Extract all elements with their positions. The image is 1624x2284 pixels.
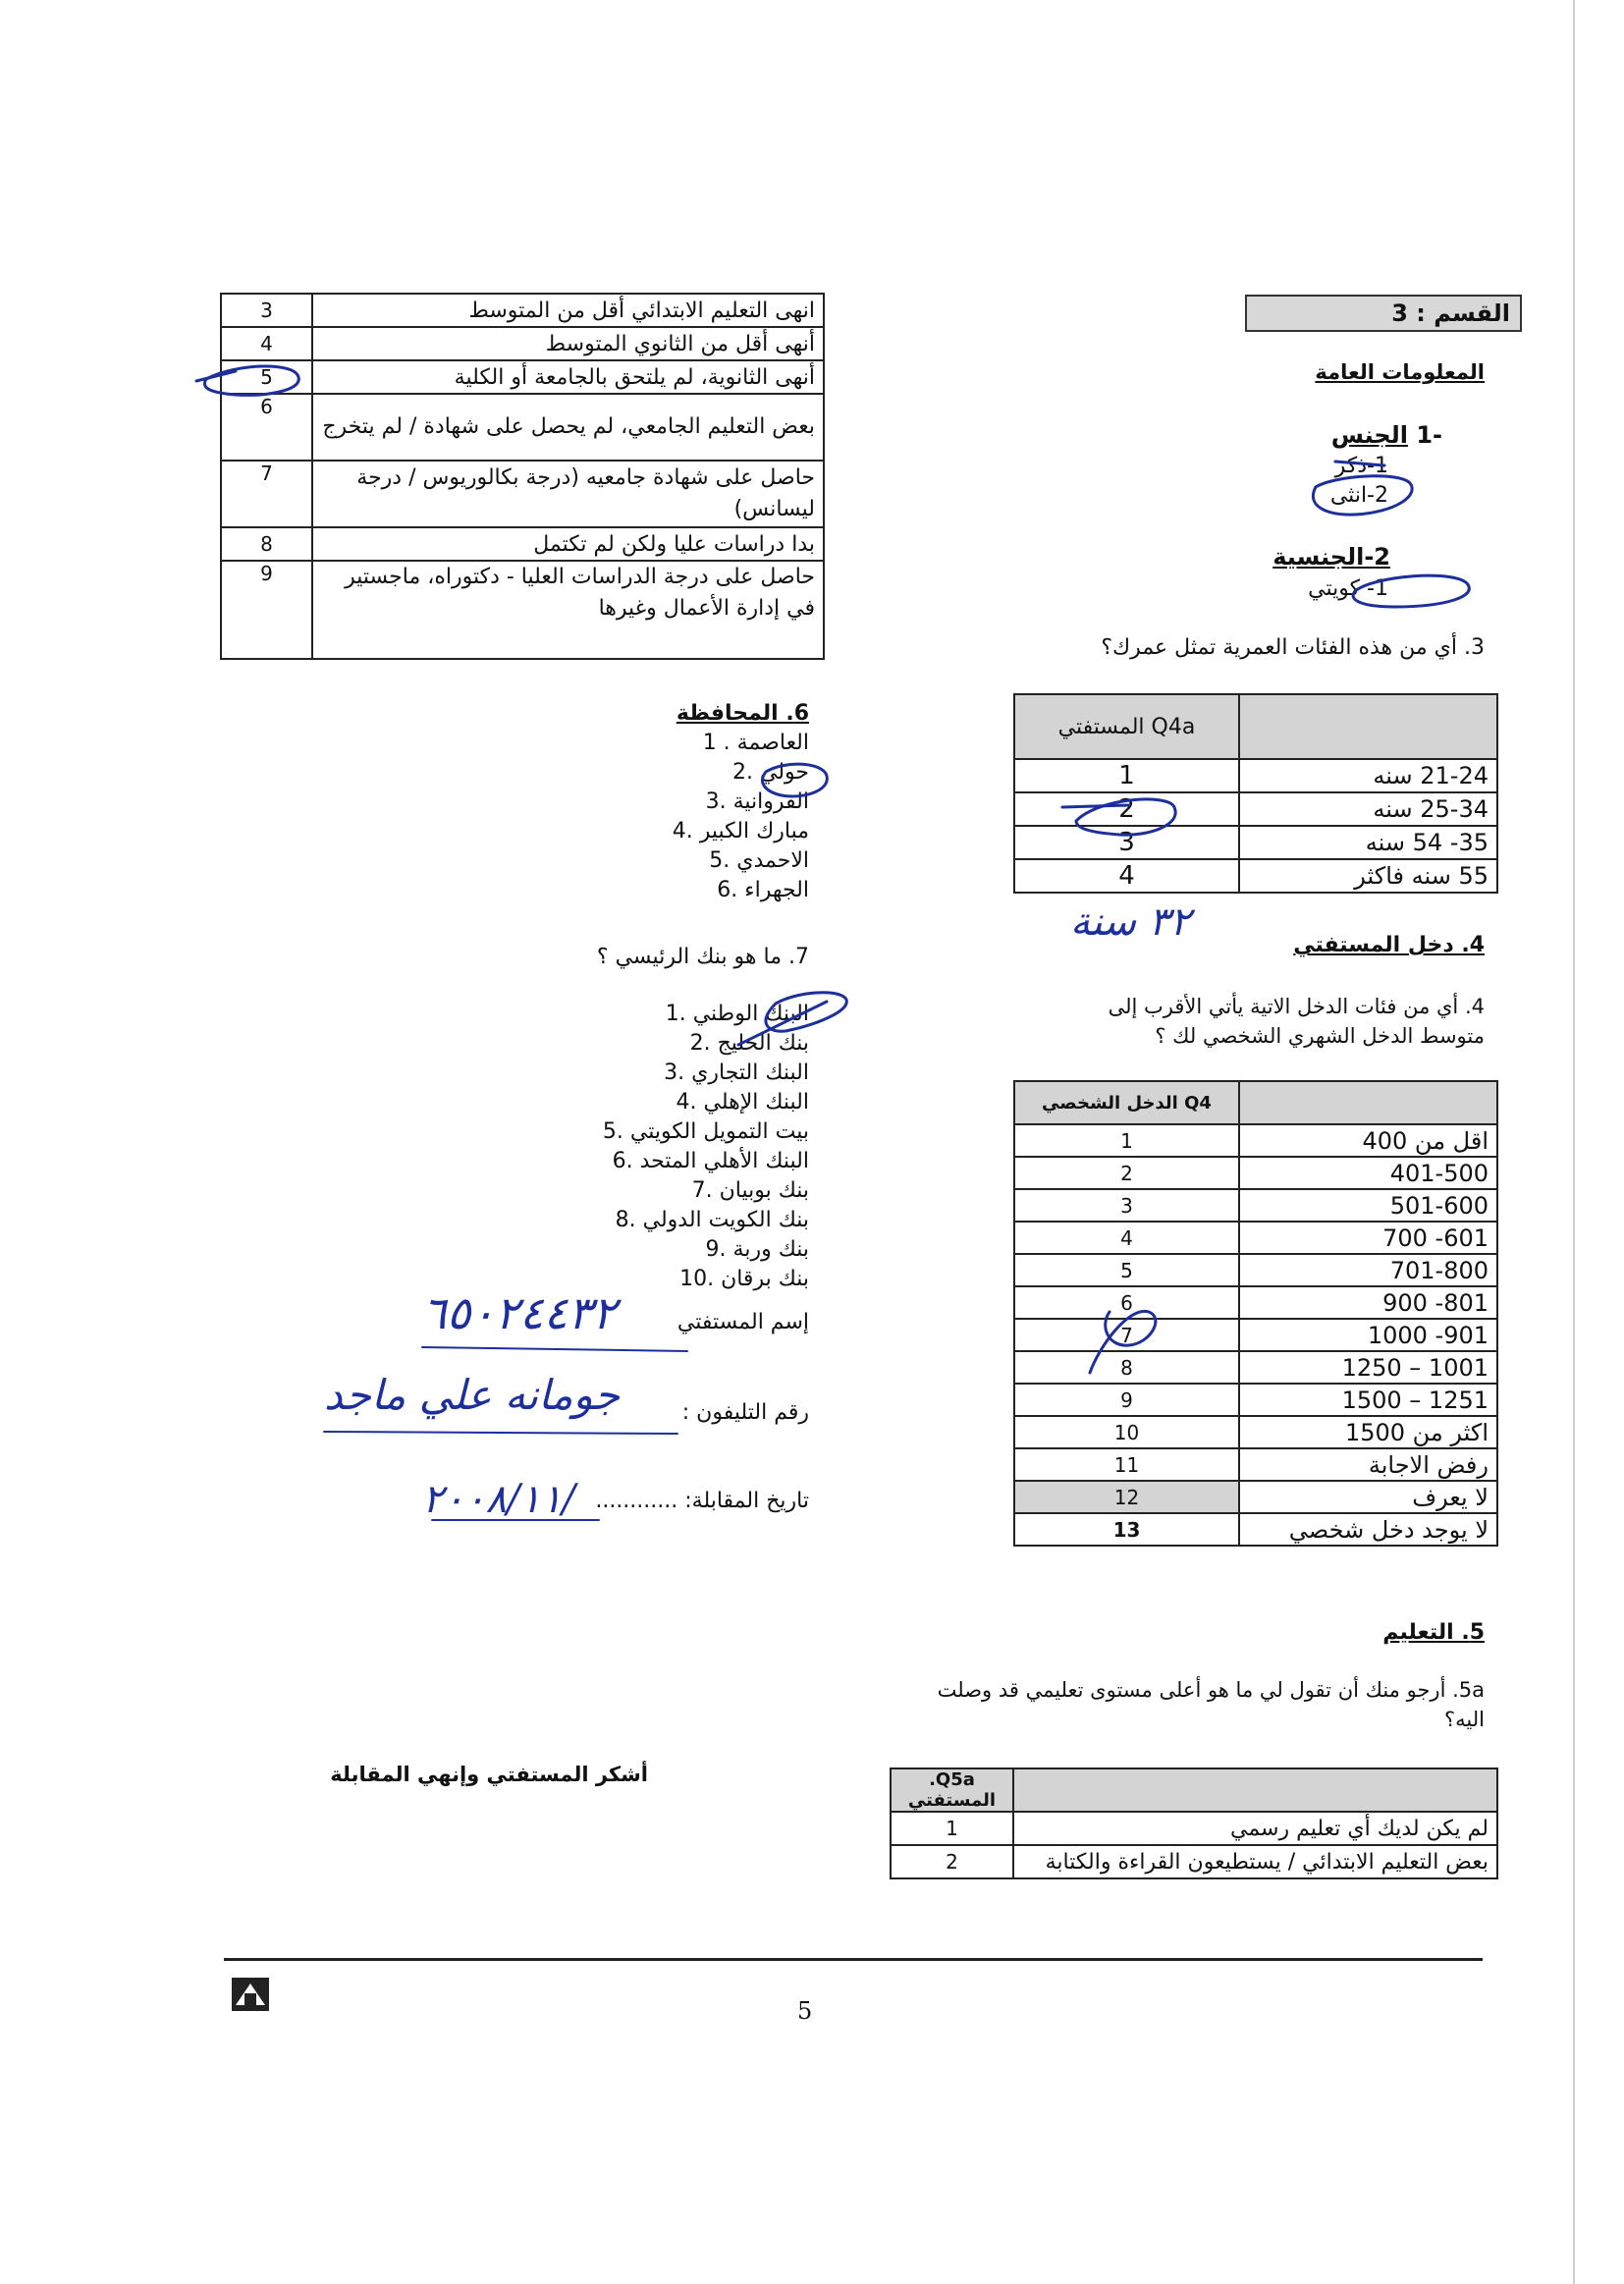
- age-row-label: 25-34 سنه: [1239, 792, 1497, 826]
- edu-row-label: أنهى أقل من الثانوي المتوسط: [312, 327, 824, 360]
- income-row-label: 1251 – 1500: [1239, 1384, 1497, 1416]
- income-row-code: 6: [1014, 1286, 1239, 1319]
- income-row-label: لا يوجد دخل شخصي: [1239, 1513, 1497, 1546]
- q4-text: 4. أي من فئات الدخل الاتية يأتي الأقرب إلى متوسط الدخل الشهري الشخصي لك ؟: [1108, 995, 1485, 1048]
- q1-title: [1331, 420, 1442, 450]
- q2-option-kuwaiti: 1- كويتي: [1308, 576, 1388, 601]
- income-row-code: 7: [1014, 1319, 1239, 1351]
- income-row-code: 12: [1014, 1481, 1239, 1513]
- footer-logo-icon: [232, 1978, 269, 2011]
- edu-row-code: 1: [891, 1812, 1013, 1845]
- q7-option: 9. بنك وربة: [705, 1237, 809, 1262]
- q1-label: الجنس: [1330, 421, 1408, 449]
- closing-text: أشكر المستفتي وإنهي المقابلة: [330, 1763, 648, 1786]
- income-row-label: 801- 900: [1239, 1286, 1497, 1319]
- income-row-code: 2: [1014, 1157, 1239, 1189]
- q6-options: [514, 729, 809, 915]
- edu-row-code: 8: [221, 527, 312, 561]
- interview-date-label: تاريخ المقابلة: ............: [595, 1489, 809, 1513]
- general-info-title: المعلومات العامة: [1315, 360, 1485, 384]
- edu-row-code: 2: [891, 1845, 1013, 1878]
- income-table: [1013, 1080, 1498, 1547]
- income-row-code: 3: [1014, 1189, 1239, 1222]
- income-row-code: 8: [1014, 1351, 1239, 1384]
- age-row-label: 21-24 سنه: [1239, 759, 1497, 792]
- q7-option: 4. البنك الإهلي: [676, 1090, 809, 1115]
- q1-option-female: 2-انثى: [1329, 483, 1388, 508]
- q7-option: 2. بنك الخليج: [689, 1031, 809, 1056]
- edu-row-code: 5: [221, 360, 312, 394]
- income-row-label: لا يعرف: [1239, 1481, 1497, 1513]
- q7-option: 10. بنك برقان: [679, 1267, 809, 1291]
- q1-num: -1: [1416, 421, 1442, 449]
- page-number: 5: [797, 1997, 813, 2025]
- q4-title: 4. دخل المستفتي: [1293, 933, 1485, 957]
- age-table-header: Q4a المستفتي: [1014, 694, 1239, 759]
- income-row-label: 501-600: [1239, 1189, 1497, 1222]
- edu-row-label: بدا دراسات عليا ولكن لم تكتمل: [312, 527, 824, 561]
- edu-row-code: 6: [221, 394, 312, 461]
- q7-options: [456, 1000, 809, 1304]
- phone-handwritten: جومانه علي ماجد: [324, 1371, 621, 1419]
- scan-edge-line: [1573, 0, 1575, 2284]
- edu-row-label: حاصل على شهادة جامعيه (درجة بكالوريوس / درجة ليسانس): [312, 461, 824, 527]
- q6-option: 3. الفروانية: [705, 789, 809, 814]
- edu-row-code: 7: [221, 461, 312, 527]
- income-row-label: 1001 – 1250: [1239, 1351, 1497, 1384]
- q7-option: 8. بنك الكويت الدولي: [615, 1208, 809, 1232]
- income-row-label: 701-800: [1239, 1254, 1497, 1286]
- age-row-label: 35- 54 سنه: [1239, 826, 1497, 859]
- q6-option: 4. مبارك الكبير: [672, 819, 809, 843]
- q7-option: 5. بيت التمويل الكويتي: [602, 1119, 809, 1144]
- phone-label: رقم التليفون :: [681, 1400, 809, 1425]
- q6-option: 5. الاحمدي: [709, 848, 809, 873]
- edu-row-label: لم يكن لديك أي تعليم رسمي: [1013, 1812, 1497, 1845]
- income-row-code: 9: [1014, 1384, 1239, 1416]
- income-row-label: 601- 700: [1239, 1222, 1497, 1254]
- q7-title: 7. ما هو بنك الرئيسي ؟: [596, 945, 809, 969]
- age-row-code: 4: [1014, 859, 1239, 893]
- education-table-top: [220, 293, 825, 660]
- q5-title: 5. التعليم: [1382, 1620, 1485, 1645]
- q6-option: 1 . العاصمة: [702, 731, 809, 755]
- age-row-label: 55 سنه فاكثر: [1239, 859, 1497, 893]
- income-row-label: اقل من 400: [1239, 1124, 1497, 1157]
- age-table: [1013, 693, 1498, 894]
- respondent-name-handwritten: ٦٥٠٢٤٤٣٢: [422, 1286, 617, 1339]
- income-row-code: 10: [1014, 1416, 1239, 1448]
- edu-row-label: بعض التعليم الابتدائي / يستطيعون القراءة والكتابة: [1013, 1845, 1497, 1878]
- income-row-code: 5: [1014, 1254, 1239, 1286]
- q7-option: 3. البنك التجاري: [664, 1060, 809, 1085]
- edu-row-code: 3: [221, 294, 312, 327]
- q6-option: 2. حولي: [732, 760, 809, 785]
- respondent-name-label: إسم المستفتي: [677, 1310, 809, 1334]
- q2-title: 2-الجنسية: [1272, 543, 1390, 571]
- edu-row-label: حاصل على درجة الدراسات العليا - دكتوراه، ماجستير في إدارة الأعمال وغيرها: [312, 561, 824, 659]
- income-row-label: اكثر من 1500: [1239, 1416, 1497, 1448]
- q7-option: 6. البنك الأهلي المتحد: [612, 1149, 809, 1173]
- edu-row-label: أنهى الثانوية، لم يلتحق بالجامعة أو الكلية: [312, 360, 824, 394]
- age-table-header-blank: [1239, 694, 1497, 759]
- edu-row-code: 9: [221, 561, 312, 659]
- age-row-code: 1: [1014, 759, 1239, 792]
- income-table-header-blank: [1239, 1081, 1497, 1124]
- q5-text: 5a. أرجو منك أن تقول لي ما هو أعلى مستوى تعليمي قد وصلت اليه؟: [937, 1678, 1485, 1731]
- income-row-label: رفض الاجابة: [1239, 1448, 1497, 1481]
- interview-date-handwritten: ٢٠٠٨/١١/: [422, 1477, 575, 1522]
- age-row-code: 3: [1014, 826, 1239, 859]
- edu-bottom-header: Q5a. المستفتي: [891, 1768, 1013, 1812]
- income-row-code: 13: [1014, 1513, 1239, 1546]
- edu-row-label: انهى التعليم الابتدائي أقل من المتوسط: [312, 294, 824, 327]
- income-row-code: 1: [1014, 1124, 1239, 1157]
- income-row-code: 4: [1014, 1222, 1239, 1254]
- edu-row-code: 4: [221, 327, 312, 360]
- q1-option-male: 1-ذكر: [1334, 454, 1388, 478]
- education-table-bottom: [890, 1767, 1498, 1879]
- income-row-code: 11: [1014, 1448, 1239, 1481]
- footer-rule: [224, 1958, 1483, 1961]
- q7-option: 1. البنك الوطني: [665, 1002, 809, 1026]
- q7-option: 7. بنك بوبيان: [691, 1178, 809, 1203]
- income-row-label: 401-500: [1239, 1157, 1497, 1189]
- q6-title: 6. المحافظة: [676, 701, 809, 726]
- q6-option: 6. الجهراء: [717, 878, 809, 902]
- handwritten-age: ٣٢ سنة: [1070, 899, 1191, 945]
- income-row-label: 901- 1000: [1239, 1319, 1497, 1351]
- q3-text: 3. أي من هذه الفئات العمرية تمثل عمرك؟: [1101, 635, 1485, 660]
- edu-bottom-header-blank: [1013, 1768, 1497, 1812]
- income-table-header: Q4 الدخل الشخصي: [1014, 1081, 1239, 1124]
- age-row-code: 2: [1014, 792, 1239, 826]
- edu-row-label: بعض التعليم الجامعي، لم يحصل على شهادة / لم يتخرج: [312, 394, 824, 461]
- section-header: القسم : 3: [1245, 295, 1522, 332]
